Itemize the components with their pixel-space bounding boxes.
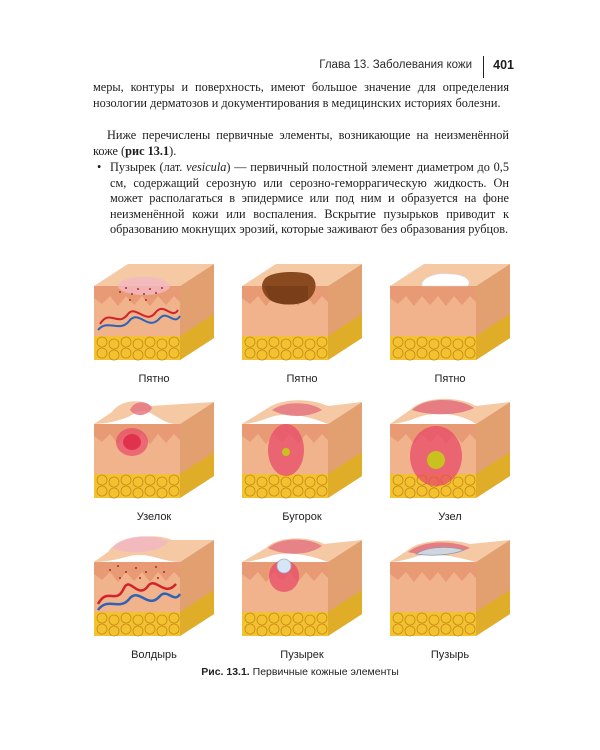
paragraph-intro [93, 128, 509, 159]
skin-illustration [238, 258, 366, 366]
figure-cell-macule-depigmented [376, 258, 524, 396]
page-number: 401 [493, 58, 514, 72]
skin-illustration [238, 396, 366, 504]
latin-term: vesicula [186, 160, 227, 174]
figure-cell-wheal [80, 534, 228, 672]
paragraph-continued: меры, контуры и поверхность, имеют большое значение для определения нозологии дерматозов и документирования в медицинских историях болезни. [93, 80, 509, 110]
figure-caption [0, 666, 600, 678]
chapter-title: Глава 13. Заболевания кожи [319, 59, 472, 71]
figure-label: Узел [438, 511, 462, 523]
bullet-item-vesicle [97, 160, 509, 238]
figure-label: Пузырь [430, 649, 470, 661]
figure-cell-node [376, 396, 524, 534]
figure-cell-macule-pigmented [228, 258, 376, 396]
figure-caption-prefix: Рис. 13.1. [201, 666, 250, 678]
skin-illustration [90, 534, 218, 642]
running-header [114, 56, 514, 78]
intro-text: Ниже перечислены первичные элементы, возникающие на неизменённой коже ( [93, 128, 509, 158]
figure-cell-macule-vascular [80, 258, 228, 396]
figure-label: Узелок [136, 511, 172, 523]
intro-end: ). [169, 143, 177, 158]
skin-illustration [238, 534, 366, 642]
figure-caption-text: Первичные кожные элементы [249, 666, 399, 678]
skin-illustration [386, 396, 514, 504]
skin-illustration [90, 258, 218, 366]
figure-cell-tubercle [228, 396, 376, 534]
bullet-term: Пузырек (лат. [110, 160, 187, 174]
figure-cell-vesicle [228, 534, 376, 672]
figure-label: Пузырек [280, 649, 324, 661]
skin-illustration [386, 534, 514, 642]
header-divider [483, 56, 485, 78]
figure-label: Бугорок [282, 511, 322, 523]
figure-label: Пятно [434, 373, 466, 385]
figure-grid [80, 258, 525, 668]
skin-illustration [386, 258, 514, 366]
figure-label: Пятно [138, 373, 170, 385]
bullet-body: ) — первичный полостной элемент диаметром до 0,5 см, содержащий серозную или серозно-геморрагическую жидкость. Он может располагаться в эпидермисе или под ним и образуется на фоне неизменённой кожи или воспаления. Вскрытие пузырьков приводит к образованию мокнущих эрозий, которые заживают без образования рубцов. [110, 160, 509, 237]
bullet-marker: • [97, 160, 102, 174]
figure-cell-papule [80, 396, 228, 534]
figure-reference[interactable]: рис 13.1 [125, 143, 170, 158]
figure-label: Пятно [286, 373, 318, 385]
figure-cell-bulla [376, 534, 524, 672]
figure-label: Волдырь [131, 649, 177, 661]
skin-illustration [90, 396, 218, 504]
